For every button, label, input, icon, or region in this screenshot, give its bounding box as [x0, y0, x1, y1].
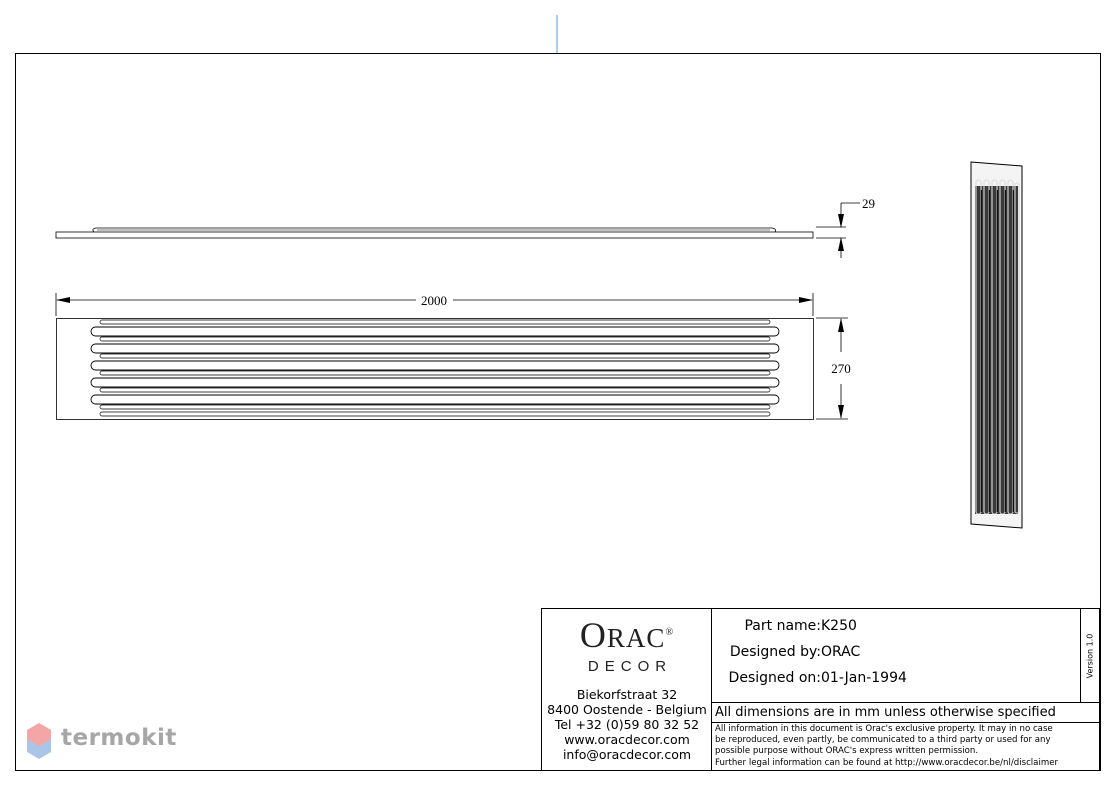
legal-line: Further legal information can be found at http://www.oracdecor.be/nl/disclaimer — [715, 757, 1059, 768]
thickness-label: 29 — [862, 196, 875, 211]
designed-by-row — [712, 644, 1081, 664]
address-city: 8400 Oostende - Belgium — [547, 702, 707, 717]
version-cell — [1081, 609, 1099, 703]
company-address — [542, 687, 712, 762]
designed-by-label: Designed by: — [729, 644, 821, 660]
address-email: info@oracdecor.com — [562, 747, 692, 762]
part-name-label: Part name: — [744, 618, 821, 634]
designed-by-value: ORAC — [821, 644, 861, 660]
thickness-dimension — [816, 203, 860, 258]
legal-line: All information in this document is Orac's exclusive property. It may in no case — [715, 724, 1053, 734]
designed-on-value: 01-Jan-1994 — [821, 670, 907, 686]
dimensions-note: All dimensions are in mm unless otherwise specified — [712, 703, 1099, 723]
title-block — [541, 608, 1100, 771]
part-name-row — [712, 618, 1081, 638]
part-name-value: K250 — [821, 618, 857, 634]
side-view — [56, 228, 813, 238]
legal-line: possible purpose without ORAC's express written permission. — [715, 746, 979, 757]
version-label: Version 1.0 — [1085, 633, 1095, 678]
termokit-logo-icon — [24, 721, 54, 761]
perspective-view — [971, 162, 1022, 528]
orac-decor-logo: ORAC® DECOR — [579, 615, 675, 675]
length-label: 2000 — [421, 293, 447, 308]
address-street: Biekorfstraat 32 — [576, 687, 678, 702]
height-label: 270 — [831, 361, 851, 376]
designed-on-label: Designed on: — [728, 670, 821, 686]
termokit-watermark — [24, 721, 184, 761]
address-web: www.oracdecor.com — [564, 732, 690, 747]
company-cell — [542, 609, 712, 770]
designed-on-row — [712, 670, 1081, 690]
part-info-cell — [712, 609, 1081, 703]
watermark-text: termokit — [61, 725, 177, 751]
front-view — [57, 319, 814, 420]
address-tel: Tel +32 (0)59 80 32 52 — [554, 717, 700, 732]
legal-notice — [712, 724, 1099, 769]
legal-line: be reproduced, even partly, be communicated to a third party or used for any — [715, 735, 1051, 746]
